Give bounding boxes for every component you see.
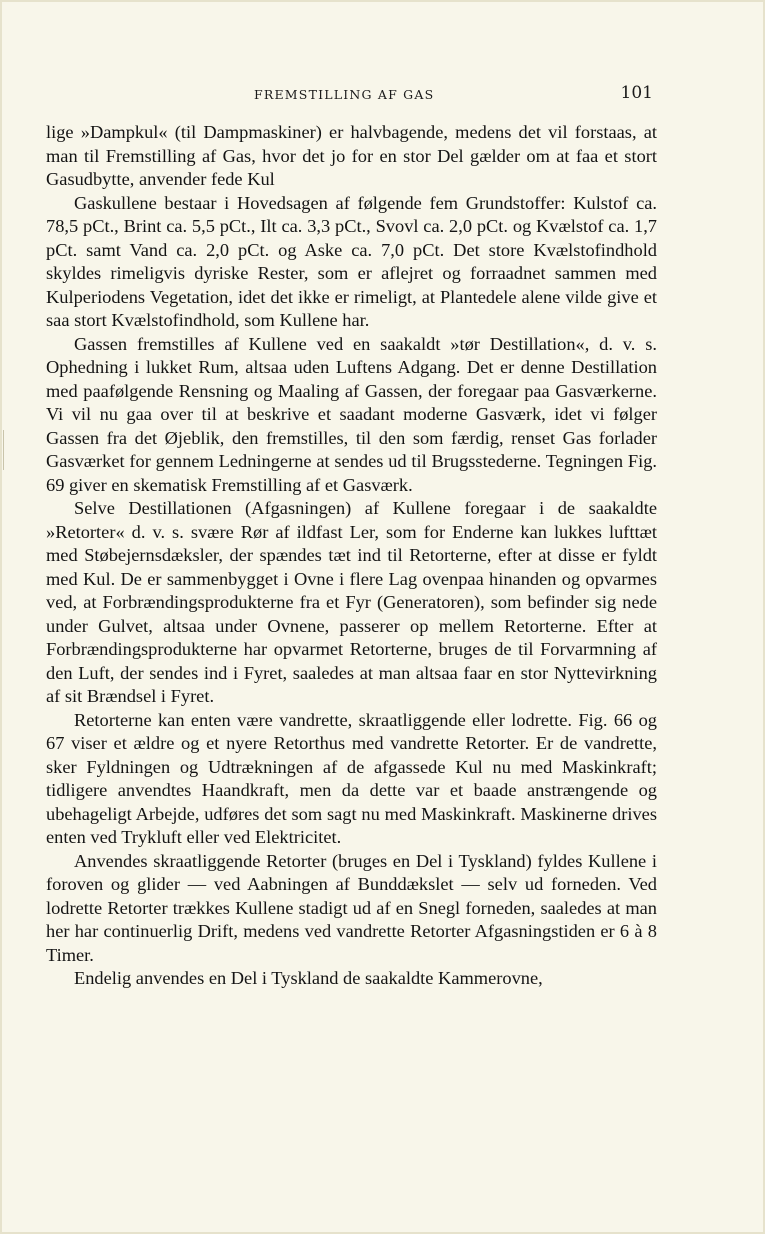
paragraph-composition: Gaskullene bestaar i Hovedsagen af følgende fem Grundstoffer: Kulstof ca. 78,5 pCt., Brint ca. 5,5 pCt., Ilt ca. 3,3 pCt., Svovl ca. 2,0 pCt. og Kvælstof ca. 1,7 pCt. samt Vand ca. 2,0 pCt. og Aske ca. 7,0 pCt. Det store Kvælstofindhold skyldes rimeligvis dyriske Rester, som er aflejret og forraadnet sammen med Kulperiodens Vegetation, idet det ikke er rimeligt, at Plantedele alene vilde give et saa stort Kvælstofindhold, som Kullene har. <box>46 192 657 330</box>
paragraph-retort-orientation: Retorterne kan enten være vandrette, skraatliggende eller lodrette. Fig. 66 og 67 viser et ældre og et nyere Retorthus med vandrette Retorter. Er de vandrette, sker Fyldningen og Udtrækningen af de afgassede Kul nu med Maskinkraft; tidligere anvendtes Haandkraft, men da dette var et baade anstrængende og ubehageligt Arbejde, udføres det som sagt nu med Maskinkraft. Maskinerne drives enten ved Trykluft eller ved Elektricitet. <box>46 709 657 847</box>
paragraph-retorts: Selve Destillationen (Afgasningen) af Kullene foregaar i de saakaldte »Retorter« d. v. s. svære Rør af ildfast Ler, som for Enderne kan lukkes lufttæt med Støbejernsdæksler, der spændes tæt ind til Retorterne, efter at disse er fyldt med Kul. De er sammenbygget i Ovne i flere Lag ovenpaa hinanden og opvarmes ved, at Forbrændingsprodukterne fra et Fyr (Generatoren), som befinder sig nede under Gulvet, altsaa under Ovnene, passerer op mellem Retorterne. Efter at Forbrændingsprodukterne har opvarmet Retorterne, bruges de til Forvarmning af den Luft, der sendes ind i Fyret, saaledes at man altsaa faar en stor Nyttevirkning af sit Brændsel i Fyret. <box>46 498 657 706</box>
page-number: 101 <box>620 83 653 103</box>
running-title: FREMSTILLING AF GAS <box>254 87 435 102</box>
paragraph-inclined-vertical: Anvendes skraatliggende Retorter (bruges en Del i Tyskland) fyldes Kullene i foroven og glider — ved Aabningen af Bunddækslet — selv ud forneden. Ved lodrette Retorter trækkes Kullene stadigt ud af en Snegl forneden, saaledes at man her har continuerlig Drift, medens ved vandrette Retorter Afgasningstiden er 6 à 8 Timer. <box>46 850 657 965</box>
page-edge-mark <box>3 430 4 470</box>
paragraph-continuation: lige »Dampkul« (til Dampmaskiner) er halvbagende, medens det vil forstaas, at man til Fremstilling af Gas, hvor det jo for en stor Del gælder om at faa et stort Gasudbytte, anvender fede Kul <box>46 122 657 189</box>
body-text <box>46 121 657 991</box>
paragraph-chamber-ovens: Endelig anvendes en Del i Tyskland de saakaldte Kammerovne, <box>74 968 543 988</box>
page-header <box>47 83 655 109</box>
paragraph-dry-distillation: Gassen fremstilles af Kullene ved en saakaldt »tør Destillation«, d. v. s. Ophedning i lukket Rum, altsaa uden Luftens Adgang. Det er denne Destillation med paafølgende Rensning og Maaling af Gassen, der foregaar paa Gasværkerne. Vi vil nu gaa over til at beskrive et saadant moderne Gasværk, idet vi følger Gassen fra det Øjeblik, den fremstilles, til den som færdig, renset Gas forlader Gasværket for gennem Ledningerne at sendes ud til Brugsstederne. Tegningen Fig. 69 giver en skematisk Fremstilling af et Gasværk. <box>46 333 657 495</box>
